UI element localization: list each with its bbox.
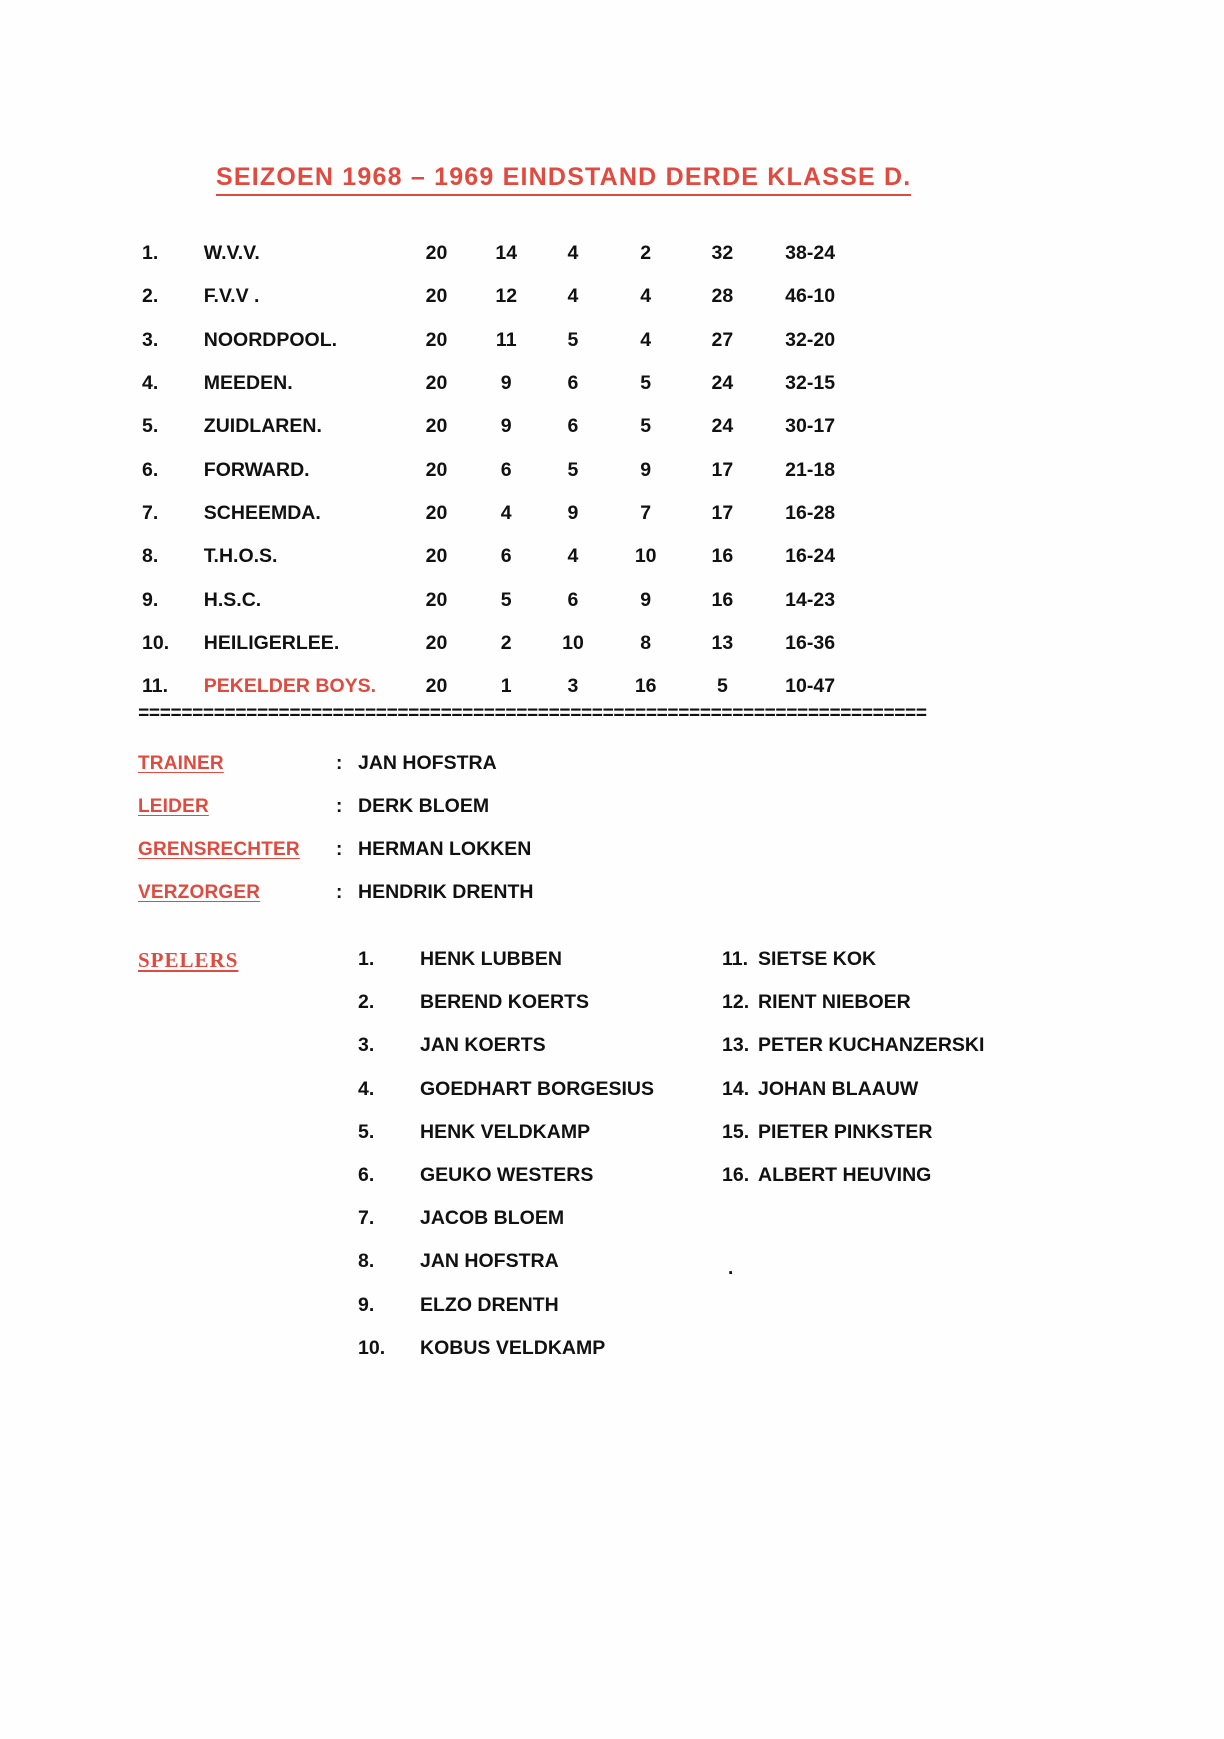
team-name-cell: H.S.C. bbox=[203, 588, 262, 611]
player-name: ELZO DRENTH bbox=[420, 1293, 559, 1316]
drawn-cell: 4 bbox=[567, 285, 579, 308]
list-item bbox=[358, 1078, 678, 1121]
team-name-cell: HEILIGERLEE. bbox=[203, 631, 340, 654]
player-name: PIETER PINKSTER bbox=[758, 1120, 933, 1143]
team-name-cell: PEKELDER BOYS. bbox=[203, 675, 377, 698]
rank-cell: 11. bbox=[142, 675, 169, 698]
points-cell: 16 bbox=[711, 545, 734, 568]
goals-cell: 38-24 bbox=[785, 242, 836, 265]
lost-cell: 4 bbox=[640, 328, 652, 351]
player-number: 7. bbox=[358, 1207, 375, 1230]
team-name-cell: T.H.O.S. bbox=[203, 545, 278, 568]
staff-row bbox=[138, 795, 838, 838]
list-item bbox=[722, 1121, 1122, 1164]
rank-cell: 4. bbox=[142, 372, 159, 395]
list-item bbox=[358, 1250, 678, 1293]
rank-cell: 10. bbox=[142, 631, 170, 654]
table-row bbox=[140, 535, 860, 578]
standings-body bbox=[140, 232, 860, 708]
goals-cell: 32-20 bbox=[785, 328, 836, 351]
player-name: KOBUS VELDKAMP bbox=[420, 1336, 606, 1359]
list-item bbox=[358, 1121, 678, 1164]
rank-cell: 3. bbox=[142, 328, 159, 351]
list-item bbox=[358, 1337, 678, 1380]
players-column-right bbox=[722, 948, 1122, 1207]
lost-cell: 10 bbox=[634, 545, 657, 568]
player-name: SIETSE KOK bbox=[758, 948, 877, 970]
list-item bbox=[722, 1078, 1122, 1121]
played-cell: 20 bbox=[425, 415, 448, 438]
staff-role-label: GRENSRECHTER bbox=[138, 839, 300, 860]
list-item bbox=[722, 1164, 1122, 1207]
player-number: 2. bbox=[358, 991, 375, 1014]
goals-cell: 14-23 bbox=[785, 588, 836, 611]
player-number: 1. bbox=[358, 948, 375, 970]
staff-person-name: HERMAN LOKKEN bbox=[358, 838, 532, 860]
won-cell: 6 bbox=[500, 545, 512, 568]
lost-cell: 9 bbox=[640, 458, 652, 481]
player-name: JOHAN BLAAUW bbox=[758, 1077, 919, 1100]
table-row bbox=[140, 232, 860, 275]
player-name: HENK LUBBEN bbox=[420, 948, 562, 970]
player-number: 8. bbox=[358, 1250, 375, 1273]
players-column-left bbox=[358, 948, 678, 1380]
player-number: 10. bbox=[358, 1336, 386, 1359]
player-number: 6. bbox=[358, 1163, 375, 1186]
rank-cell: 6. bbox=[142, 458, 159, 481]
drawn-cell: 4 bbox=[567, 242, 579, 265]
drawn-cell: 6 bbox=[567, 588, 579, 611]
player-number: 15. bbox=[722, 1120, 750, 1143]
staff-colon: : bbox=[336, 882, 343, 903]
rank-cell: 7. bbox=[142, 501, 159, 524]
player-number: 12. bbox=[722, 991, 750, 1014]
won-cell: 14 bbox=[495, 242, 518, 265]
lost-cell: 5 bbox=[640, 372, 652, 395]
points-cell: 27 bbox=[711, 328, 734, 351]
section-divider: ========================================================================= bbox=[138, 705, 927, 724]
table-row bbox=[140, 578, 860, 621]
staff-row bbox=[138, 752, 838, 795]
table-row bbox=[140, 362, 860, 405]
drawn-cell: 6 bbox=[567, 415, 579, 438]
list-item bbox=[722, 1034, 1122, 1077]
lost-cell: 5 bbox=[640, 415, 652, 438]
player-name: JAN KOERTS bbox=[420, 1034, 546, 1057]
rank-cell: 5. bbox=[142, 415, 159, 438]
stray-dot-mark: . bbox=[728, 1258, 734, 1279]
played-cell: 20 bbox=[425, 545, 448, 568]
played-cell: 20 bbox=[425, 458, 448, 481]
points-cell: 32 bbox=[711, 242, 734, 265]
points-cell: 13 bbox=[711, 631, 734, 654]
player-number: 4. bbox=[358, 1077, 375, 1100]
list-item bbox=[358, 948, 678, 991]
played-cell: 20 bbox=[425, 372, 448, 395]
won-cell: 9 bbox=[500, 415, 512, 438]
player-number: 11. bbox=[722, 948, 749, 970]
won-cell: 2 bbox=[500, 631, 512, 654]
list-item bbox=[358, 1164, 678, 1207]
staff-role-label: LEIDER bbox=[138, 796, 209, 817]
table-row bbox=[140, 492, 860, 535]
points-cell: 16 bbox=[711, 588, 734, 611]
drawn-cell: 6 bbox=[567, 372, 579, 395]
lost-cell: 4 bbox=[640, 285, 652, 308]
staff-row bbox=[138, 838, 838, 881]
drawn-cell: 4 bbox=[567, 545, 579, 568]
table-row bbox=[140, 622, 860, 665]
points-cell: 24 bbox=[711, 372, 734, 395]
points-cell: 17 bbox=[711, 458, 734, 481]
staff-person-name: JAN HOFSTRA bbox=[358, 752, 497, 774]
player-number: 13. bbox=[722, 1034, 750, 1057]
rank-cell: 1. bbox=[142, 242, 159, 265]
goals-cell: 30-17 bbox=[785, 415, 836, 438]
staff-colon: : bbox=[336, 839, 343, 860]
table-row bbox=[140, 275, 860, 318]
won-cell: 9 bbox=[500, 372, 512, 395]
player-name: GEUKO WESTERS bbox=[420, 1163, 594, 1186]
team-name-cell: FORWARD. bbox=[203, 458, 310, 481]
team-name-cell: W.V.V. bbox=[203, 242, 260, 265]
won-cell: 11 bbox=[495, 328, 517, 351]
list-item bbox=[722, 991, 1122, 1034]
table-row bbox=[140, 319, 860, 362]
goals-cell: 46-10 bbox=[785, 285, 836, 308]
staff-role-label: VERZORGER bbox=[138, 882, 261, 903]
goals-cell: 21-18 bbox=[785, 458, 836, 481]
goals-cell: 10-47 bbox=[785, 675, 836, 698]
player-number: 5. bbox=[358, 1120, 375, 1143]
points-cell: 5 bbox=[716, 675, 728, 698]
list-item bbox=[358, 1207, 678, 1250]
drawn-cell: 5 bbox=[567, 328, 579, 351]
played-cell: 20 bbox=[425, 501, 448, 524]
won-cell: 12 bbox=[495, 285, 518, 308]
standings-table bbox=[140, 232, 860, 708]
goals-cell: 16-28 bbox=[785, 501, 836, 524]
played-cell: 20 bbox=[425, 242, 448, 265]
won-cell: 4 bbox=[500, 501, 512, 524]
rank-cell: 2. bbox=[142, 285, 159, 308]
staff-row bbox=[138, 881, 838, 924]
lost-cell: 8 bbox=[640, 631, 652, 654]
team-name-cell: F.V.V . bbox=[203, 285, 260, 308]
lost-cell: 9 bbox=[640, 588, 652, 611]
player-name: BEREND KOERTS bbox=[420, 991, 590, 1014]
staff-colon: : bbox=[336, 753, 343, 774]
points-cell: 17 bbox=[711, 501, 734, 524]
goals-cell: 16-36 bbox=[785, 631, 836, 654]
staff-person-name: DERK BLOEM bbox=[358, 795, 490, 817]
points-cell: 24 bbox=[711, 415, 734, 438]
lost-cell: 16 bbox=[634, 675, 657, 698]
player-number: 14. bbox=[722, 1077, 750, 1100]
list-item bbox=[358, 1034, 678, 1077]
player-name: ALBERT HEUVING bbox=[758, 1163, 932, 1186]
rank-cell: 9. bbox=[142, 588, 159, 611]
list-item bbox=[358, 991, 678, 1034]
player-number: 16. bbox=[722, 1163, 750, 1186]
player-name: HENK VELDKAMP bbox=[420, 1120, 591, 1143]
list-item bbox=[722, 948, 1122, 991]
list-item bbox=[358, 1294, 678, 1337]
staff-person-name: HENDRIK DRENTH bbox=[358, 881, 534, 903]
points-cell: 28 bbox=[711, 285, 734, 308]
rank-cell: 8. bbox=[142, 545, 159, 568]
table-row bbox=[140, 405, 860, 448]
drawn-cell: 9 bbox=[567, 501, 579, 524]
drawn-cell: 5 bbox=[567, 458, 579, 481]
drawn-cell: 3 bbox=[567, 675, 579, 698]
team-name-cell: NOORDPOOL. bbox=[203, 328, 338, 351]
team-name-cell: MEEDEN. bbox=[203, 372, 293, 395]
staff-role-label: TRAINER bbox=[138, 753, 224, 774]
won-cell: 6 bbox=[500, 458, 512, 481]
staff-colon: : bbox=[336, 796, 343, 817]
team-name-cell: SCHEEMDA. bbox=[203, 501, 321, 524]
won-cell: 1 bbox=[500, 675, 512, 698]
table-row bbox=[140, 448, 860, 491]
played-cell: 20 bbox=[425, 285, 448, 308]
staff-list bbox=[138, 752, 838, 924]
played-cell: 20 bbox=[425, 631, 448, 654]
table-row bbox=[140, 665, 860, 708]
goals-cell: 32-15 bbox=[785, 372, 836, 395]
played-cell: 20 bbox=[425, 588, 448, 611]
page-title: SEIZOEN 1968 – 1969 EINDSTAND DERDE KLASSE D. bbox=[216, 164, 911, 196]
played-cell: 20 bbox=[425, 675, 448, 698]
team-name-cell: ZUIDLAREN. bbox=[203, 415, 322, 438]
lost-cell: 2 bbox=[640, 242, 652, 265]
player-number: 9. bbox=[358, 1293, 375, 1316]
player-name: JACOB BLOEM bbox=[420, 1207, 565, 1230]
player-name: GOEDHART BORGESIUS bbox=[420, 1077, 655, 1100]
players-section-label: SPELERS bbox=[138, 948, 239, 972]
goals-cell: 16-24 bbox=[785, 545, 836, 568]
player-name: RIENT NIEBOER bbox=[758, 991, 911, 1014]
won-cell: 5 bbox=[500, 588, 512, 611]
played-cell: 20 bbox=[425, 328, 448, 351]
player-name: JAN HOFSTRA bbox=[420, 1250, 559, 1273]
player-name: PETER KUCHANZERSKI bbox=[758, 1034, 985, 1057]
lost-cell: 7 bbox=[640, 501, 652, 524]
drawn-cell: 10 bbox=[562, 631, 584, 654]
player-number: 3. bbox=[358, 1034, 375, 1057]
